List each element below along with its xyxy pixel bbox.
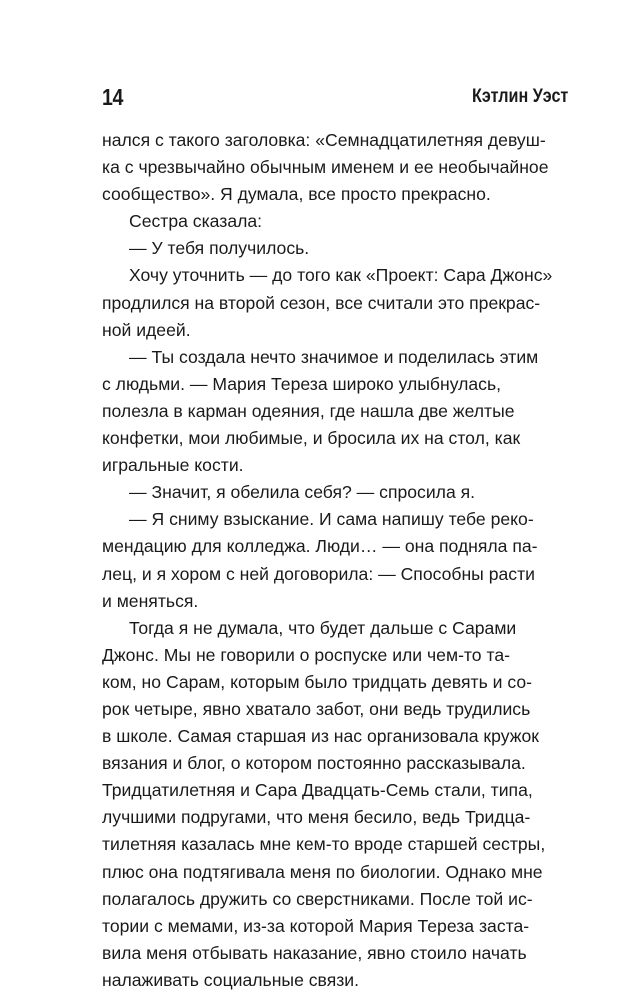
paragraph: — Ты создала нечто значимое и поделилась этим с людьми. — Мария Тереза широко улыбнулась, полезла в карман одеяния, где нашла две желтые конфетки, мои любимые, и бросила их на стол, как игральные кости. — [102, 346, 539, 476]
paragraph: нался с такого заголовка: «Семнадцатилетняя девуш- ка с чрезвычайно обычным именем и ее необычайное сообщество». Я думала, все просто прекрасно. — [102, 130, 549, 205]
running-header — [102, 84, 568, 114]
page-number: 14 — [102, 84, 123, 110]
paragraph: — Я сниму взыскание. И сама напишу тебе реко- мендацию для колледжа. Люди… — она подняла па- лец, и я хором с ней договорила: — Способны расти и меняться. — [102, 509, 538, 611]
paragraph: Хочу уточнить — до того как «Проект: Сара Джонс» продлился на второй сезон, все считали это прекрас- ной идеей. — [102, 265, 553, 340]
paragraph: — Значит, я обелила себя? — спросила я. — [129, 482, 476, 503]
running-head-author: Кэтлин Уэст — [471, 86, 568, 107]
body-text — [102, 127, 570, 994]
paragraph: Сестра сказала: — [129, 211, 263, 232]
paragraph: — У тебя получилось. — [129, 238, 310, 259]
paragraph: Тогда я не думала, что будет дальше с Сарами Джонс. Мы не говорили о роспуске или чем-то та- ком, но Сарам, которым было тридцать девять и со- рок четыре, явно хватало забот, они ведь трудились в школе. Самая старшая из нас организовала кружок вязания и блог, о котором постоянно рассказывала. Тридцатилетняя и Сара Двадцать-Семь стали, типа, лучшими подругами, что меня бесило, ведь Тридца- тилетняя казалась мне кем-то вроде старшей сестры, плюс она подтягивала меня по биологии. Однако мне полагалось дружить со сверстниками. После той ис- тории с мемами, из-за которой Мария Тереза заста- вила меня отбывать наказание, явно стоило начать налаживать социальные связи. — [102, 617, 546, 990]
